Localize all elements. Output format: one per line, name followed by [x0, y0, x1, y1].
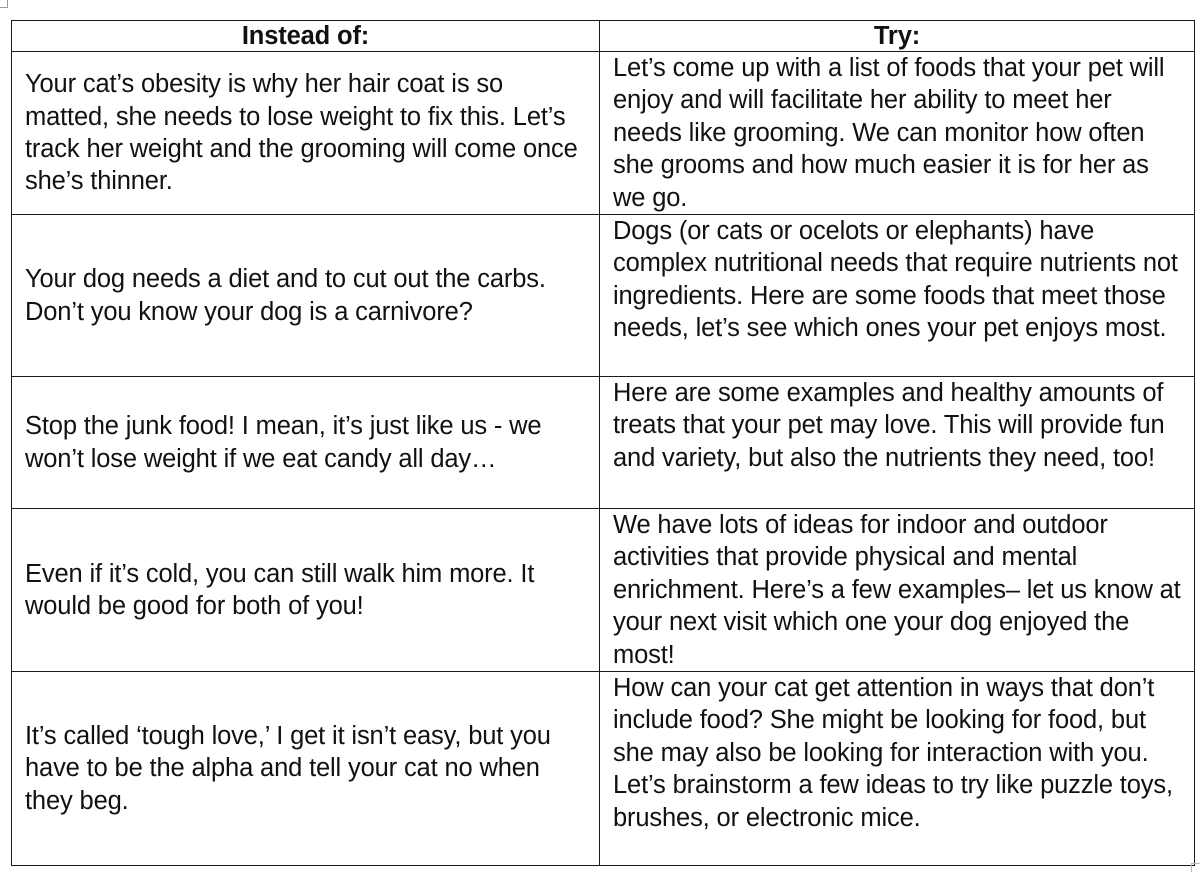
instead-of-cell: Even if it’s cold, you can still walk him more. It would be good for both of you!: [12, 509, 600, 672]
try-cell: Dogs (or cats or ocelots or elephants) have complex nutritional needs that require nutrients not ingredients. Here are some foods that meet those needs, let’s see which ones your pet enjoys most.: [600, 215, 1195, 377]
instead-of-cell: It’s called ‘tough love,’ I get it isn’t easy, but you have to be the alpha and tell your cat no when they beg.: [12, 672, 600, 866]
table-row: [12, 215, 1195, 377]
table-row: [12, 672, 1195, 866]
table-move-handle[interactable]: [0, 0, 8, 8]
instead-of-cell: Stop the junk food! I mean, it’s just like us - we won’t lose weight if we eat candy all day…: [12, 377, 600, 509]
header-row: [12, 21, 1195, 52]
table-resize-handle[interactable]: [1191, 863, 1200, 872]
try-cell: How can your cat get attention in ways that don’t include food? She might be looking for food, but she may also be looking for interaction with you. Let’s brainstorm a few ideas to try like puzzle toys, brushes, or electronic mice.: [600, 672, 1195, 866]
try-cell: Here are some examples and healthy amounts of treats that your pet may love. This will provide fun and variety, but also the nutrients they need, too!: [600, 377, 1195, 509]
table-row: [12, 509, 1195, 672]
try-header: Try:: [600, 21, 1195, 52]
try-cell: Let’s come up with a list of foods that your pet will enjoy and will facilitate her ability to meet her needs like grooming. We can monitor how often she grooms and how much easier it is for her as we go.: [600, 52, 1195, 215]
instead-of-cell: Your dog needs a diet and to cut out the carbs. Don’t you know your dog is a carnivore?: [12, 215, 600, 377]
table-row: [12, 52, 1195, 215]
instead-of-cell: Your cat’s obesity is why her hair coat is so matted, she needs to lose weight to fix this. Let’s track her weight and the grooming will come once she’s thinner.: [12, 52, 600, 215]
advice-comparison-table: [11, 20, 1195, 866]
instead-of-header: Instead of:: [12, 21, 600, 52]
try-cell: We have lots of ideas for indoor and outdoor activities that provide physical and mental enrichment. Here’s a few examples– let us know at your next visit which one your dog enjoyed the most!: [600, 509, 1195, 672]
table-row: [12, 377, 1195, 509]
